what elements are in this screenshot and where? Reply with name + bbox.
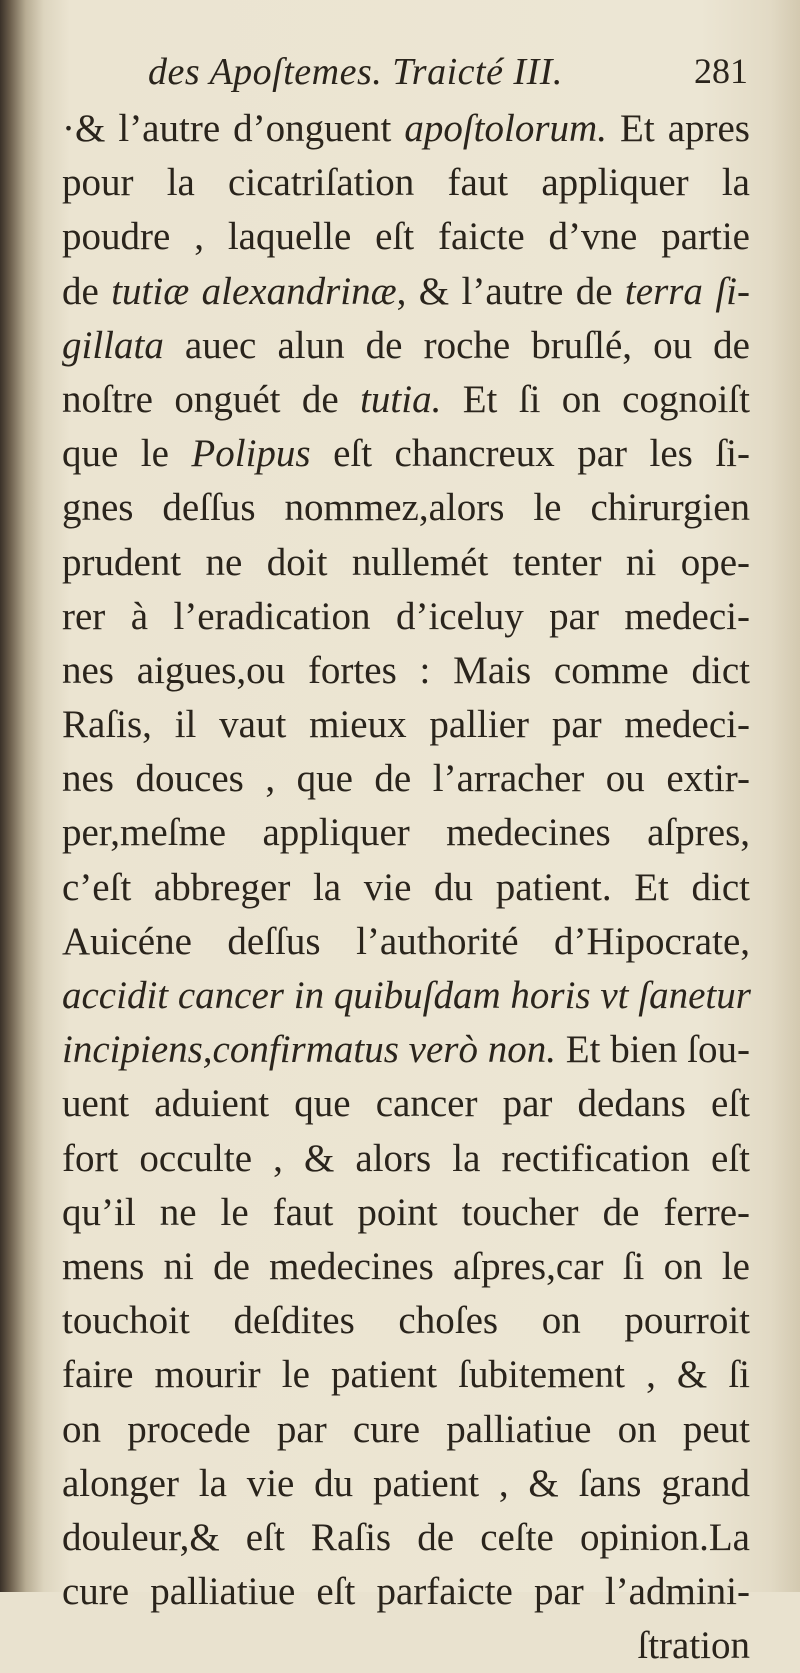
text-line: on procede par cure palliatiue on peut [62,1407,750,1451]
text-line: que le Polipus eſt chancreux par les ſi- [62,432,750,476]
text-line: per,meſme appliquer medecines aſpres, [62,811,750,855]
text-line: incipiens,confirmatus verò non. Et bien ſou- [62,1028,750,1072]
text-line: noſtre onguét de tutia. Et ſi on cognoiſt [62,377,750,421]
text-line: c’eſt abbreger la vie du patient. Et dict [62,865,750,909]
text-line: mens ni de medecines aſpres,car ſi on le [62,1244,750,1288]
text-line: faire mourir le patient ſubitement , & ſi [62,1353,750,1397]
text-line: cure palliatiue eſt parfaicte par l’admini- [62,1570,750,1614]
text-line: prudent ne doit nullemét tenter ni ope- [62,540,750,584]
page-number: 281 [694,51,748,91]
text-line: rer à l’eradication d’iceluy par medeci- [62,594,750,638]
text-line: de tutiæ alexandrinæ, & l’autre de terra ſi- [62,269,750,313]
text-line: nes douces , que de l’arracher ou extir- [62,757,750,801]
text-line: uent aduient que cancer par dedans eſt [62,1082,750,1126]
body-text [62,102,750,1673]
text-line: nes aigues,ou fortes : Mais comme dict [62,648,750,692]
running-title: des Apoſtemes. Traicté III. [148,51,563,93]
text-line: pour la cicatriſation faut appliquer la [62,161,750,205]
text-line: douleur,& eſt Raſis de ceſte opinion.La [62,1515,750,1559]
text-line: accidit cancer in quibuſdam horis vt ſanetur [62,974,751,1017]
text-line: gnes deſſus nommez,alors le chirurgien [62,486,750,530]
text-line: touchoit deſdites choſes on pourroit [62,1299,750,1343]
page-header [148,50,748,100]
text-line: poudre , laquelle eſt faicte d’vne partie [62,215,750,259]
text-line: gillata auec alun de roche bruſlé, ou de [62,323,750,367]
text-line: alonger la vie du patient , & ſans grand [62,1461,750,1505]
text-line: ·& l’autre d’onguent apoſtolorum. Et apres [62,107,750,150]
text-line: ſtration [637,1624,750,1668]
text-line: fort occulte , & alors la rectification eſt [62,1136,750,1180]
text-line: Auicéne deſſus l’authorité d’Hipocrate, [62,919,750,963]
text-line: Raſis, il vaut mieux pallier par medeci- [62,703,750,747]
text-line: qu’il ne le faut point toucher de ferre- [62,1190,750,1234]
